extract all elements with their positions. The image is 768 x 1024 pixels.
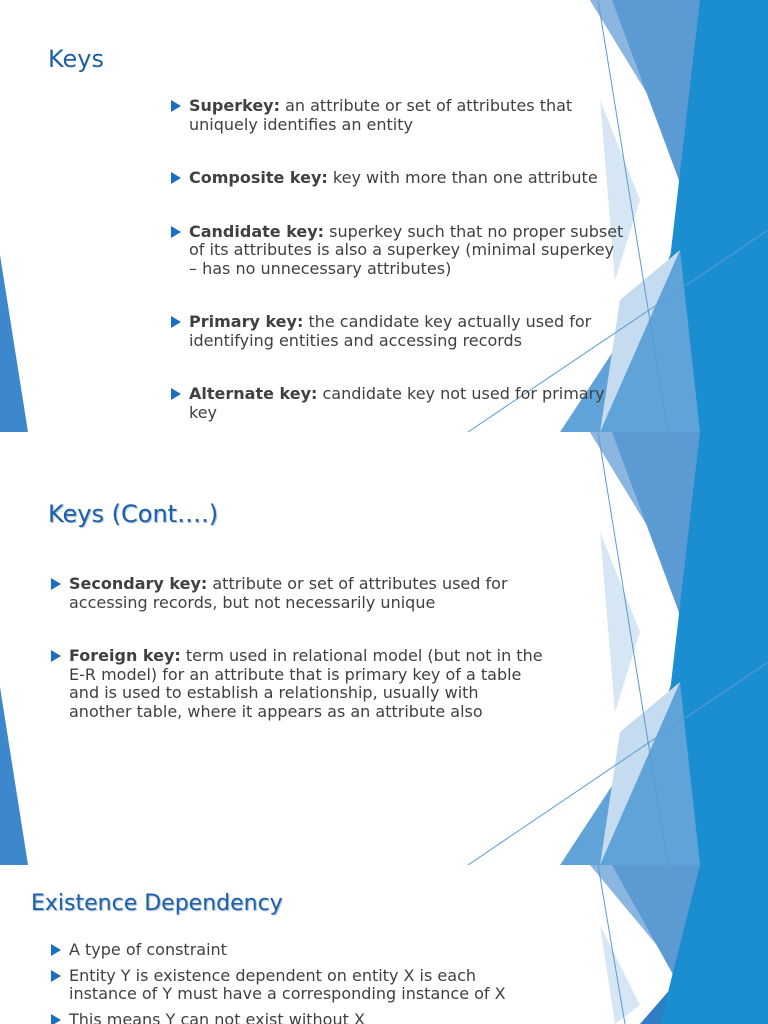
bullet-arrow-icon bbox=[171, 172, 181, 184]
definition-text: accessing records, but not necessarily unique bbox=[69, 592, 436, 612]
term-label: Foreign key: bbox=[69, 646, 181, 665]
definition-text: This means Y can not exist without X bbox=[69, 1009, 365, 1024]
term-label: Primary key: bbox=[189, 312, 304, 331]
definition-text: Entity Y is existence dependent on entity X is each bbox=[69, 965, 477, 985]
definition-text: uniquely identifies an entity bbox=[189, 114, 413, 134]
definition-text: another table, where it appears as an attribute also bbox=[69, 701, 483, 721]
definition-text: key bbox=[189, 402, 218, 422]
definition-text: instance of Y must have a corresponding instance of X bbox=[69, 984, 506, 1003]
definition-text: identifying entities and accessing records bbox=[189, 330, 523, 350]
definition-text: and is used to establish a relationship, usually with bbox=[69, 683, 479, 702]
bullet-arrow-icon bbox=[51, 650, 61, 662]
term-label: Candidate key: bbox=[189, 221, 325, 241]
bullet-arrow-icon bbox=[51, 1014, 61, 1024]
definition-text: of its attributes is also a superkey (minimal superkey bbox=[189, 240, 615, 259]
list-item bbox=[49, 967, 589, 1004]
page-title: Keys (Cont….) bbox=[48, 500, 219, 528]
definition-text: A type of constraint bbox=[69, 940, 227, 959]
slide-existence-dependency bbox=[0, 865, 768, 1024]
bullet-arrow-icon bbox=[51, 944, 61, 956]
list-item bbox=[169, 385, 649, 422]
list-item bbox=[49, 575, 589, 612]
bullet-arrow-icon bbox=[51, 970, 61, 982]
bullet-arrow-icon bbox=[51, 578, 61, 590]
list-item bbox=[169, 223, 649, 279]
term-label: Composite key: bbox=[189, 168, 328, 187]
slide-keys bbox=[0, 0, 768, 432]
term-label: Alternate key: bbox=[189, 384, 318, 403]
slide-keys-cont bbox=[0, 432, 768, 865]
definition-text: superkey such that no proper subset bbox=[324, 221, 624, 241]
definition-text: the candidate key actually used for bbox=[303, 312, 592, 331]
bullet-list bbox=[49, 941, 589, 1024]
bullet-arrow-icon bbox=[171, 316, 181, 328]
list-item bbox=[169, 97, 649, 134]
bullet-arrow-icon bbox=[171, 100, 181, 112]
definition-text: term used in relational model (but not in the bbox=[180, 646, 543, 665]
list-item bbox=[49, 647, 589, 721]
term-label: Secondary key: bbox=[69, 574, 208, 593]
page-title: Existence Dependency bbox=[31, 891, 283, 916]
definition-text: key with more than one attribute bbox=[327, 168, 598, 187]
list-item bbox=[169, 169, 649, 188]
definition-text: an attribute or set of attributes that bbox=[280, 96, 573, 115]
definition-text: – has no unnecessary attributes) bbox=[189, 258, 452, 278]
list-item bbox=[49, 1011, 589, 1024]
page-title: Keys bbox=[48, 45, 105, 73]
bullet-arrow-icon bbox=[171, 226, 181, 238]
bullet-arrow-icon bbox=[171, 388, 181, 400]
definition-text: E-R model) for an attribute that is primary key of a table bbox=[69, 664, 522, 684]
term-label: Superkey: bbox=[189, 96, 280, 115]
definition-text: candidate key not used for primary bbox=[317, 384, 605, 403]
list-item bbox=[169, 313, 649, 350]
definition-text: attribute or set of attributes used for bbox=[207, 574, 508, 593]
bullet-list bbox=[49, 575, 589, 721]
list-item bbox=[49, 941, 589, 960]
bullet-list bbox=[169, 97, 649, 422]
